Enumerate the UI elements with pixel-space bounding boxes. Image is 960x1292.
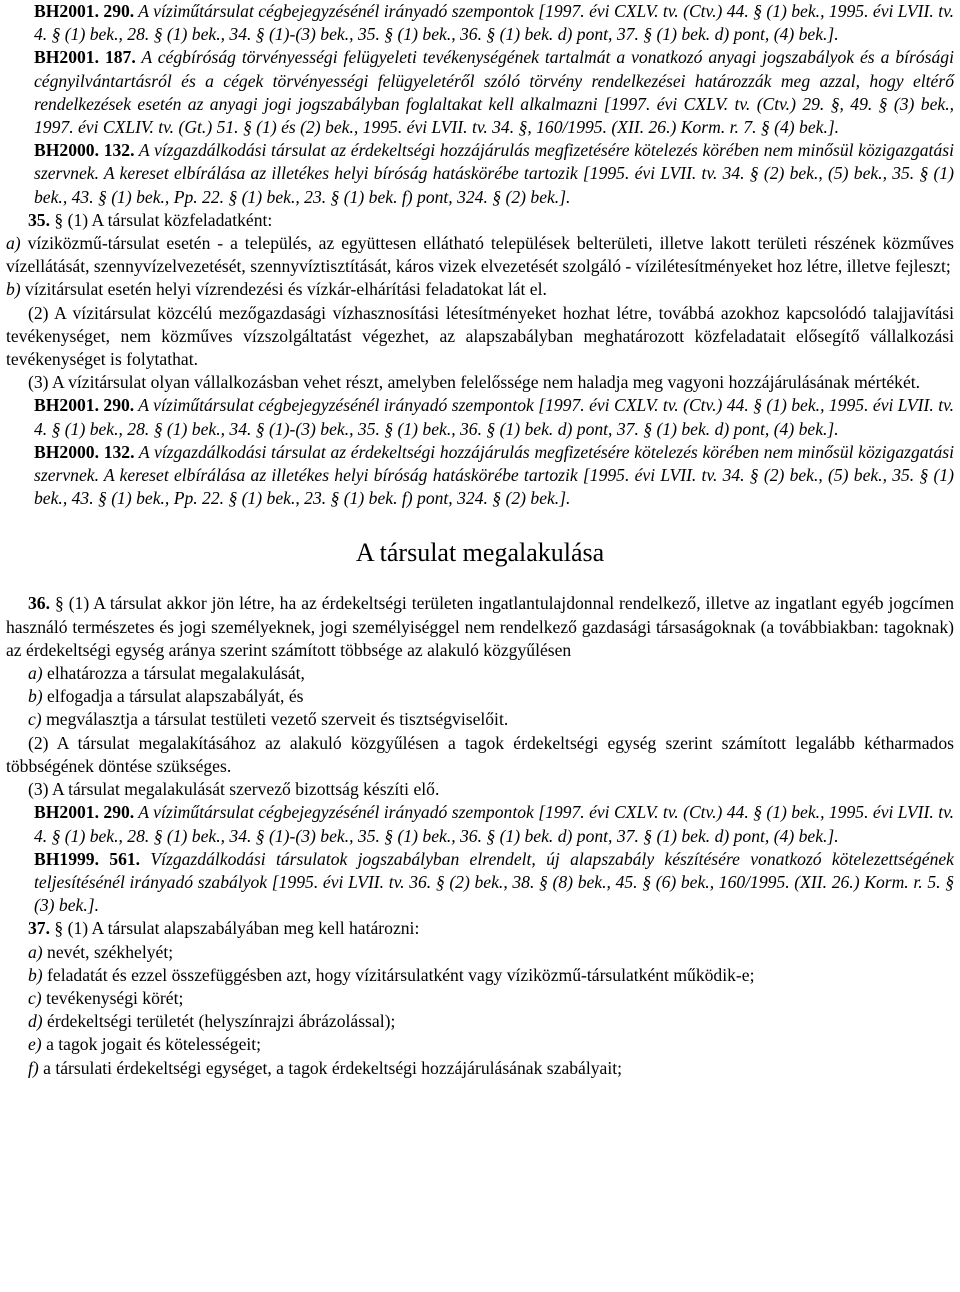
ref-text: A vízgazdálkodási társulat az érdekeltségi hozzájárulás megfizetésére kötelezés körében nem minősül közigazgatási szervnek. A kereset elbírálása az illetékes helyi bíróság hatáskörébe tartozik [1995. évi LVII. tv. 34. § (2) bek., (5) bek., 35. § (1) bek., 43. § (1) bek., Pp. 22. § (1) bek., 23. § (1) bek. f) pont, 324. § (2) bek.]. — [34, 140, 954, 207]
list-item — [6, 987, 954, 1010]
court-ref — [6, 394, 954, 440]
item-text: víziközmű-társulat esetén - a település, az együttesen ellátható települések belterületi, illetve lakott területi részének közműves vízellátását, szennyvízelvezetését, szennyvíztisztítását, káros vizek elvezetését szolgáló - vízilétesítményeket hoz létre, illetve fejleszt; — [6, 233, 954, 277]
item-label: c) — [28, 987, 42, 1008]
paragraph: (2) A vízitársulat közcélú mezőgazdasági vízhasznosítási létesítményeket hozhat létre, továbbá azokhoz kapcsolódó talajjavítási tevékenységet, nem közműves vízszolgáltatást végezhet, az alapszabályban meghatározott közfeladatait elősegítő vállalkozási tevékenységet is folytathat. — [6, 302, 954, 370]
item-text: feladatát és ezzel összefüggésben azt, hogy vízitársulatként vagy víziközmű-társulatként működik-e; — [42, 964, 755, 985]
list-item — [6, 685, 954, 708]
list-item — [6, 1033, 954, 1056]
section-intro-text: § (1) A társulat alapszabályában meg kell határozni: — [50, 918, 420, 939]
ref-text: A víziműtársulat cégbejegyzésénél irányadó szempontok [1997. évi CXLV. tv. (Ctv.) 44. § (1) bek., 1995. évi LVII. tv. 4. § (1) bek., 28. § (1) bek., 34. § (1)-(3) bek., 35. § (1) bek., 36. § (1) bek. d) pont, 37. § (1) bek. d) pont, (4) bek.]. — [34, 802, 954, 846]
ref-code: BH2001. 290. — [34, 395, 135, 416]
ref-text: Vízgazdálkodási társulatok jogszabályban elrendelt, új alapszabály készítésére vonatkozó kötelezettségének teljesítésénél irányadó szabályok [1995. évi LVII. tv. 36. § (2) bek., 38. § (8) bek., 45. § (6) bek., 160/1995. (XII. 26.) Korm. r. 5. § (3) bek.]. — [34, 848, 954, 916]
paragraph: (3) A társulat megalakulását szervező bizottság készíti elő. — [28, 779, 440, 800]
ref-text: A víziműtársulat cégbejegyzésénél irányadó szempontok [1997. évi CXLV. tv. (Ctv.) 44. § (1) bek., 1995. évi LVII. tv. 4. § (1) bek., 28. § (1) bek., 34. § (1)-(3) bek., 35. § (1) bek., 36. § (1) bek. d) pont, 37. § (1) bek. d) pont, (4) bek.]. — [34, 1, 954, 45]
section-number: 37. — [28, 918, 50, 939]
section-36-intro — [6, 592, 954, 662]
list-item — [6, 662, 954, 685]
court-ref — [6, 801, 954, 847]
ref-code: BH2000. 132. — [34, 140, 135, 161]
ref-code: BH1999. 561. — [34, 848, 141, 869]
item-label: b) — [28, 964, 43, 985]
item-text: elfogadja a társulat alapszabályát, és — [42, 686, 304, 707]
item-label: d) — [28, 1011, 43, 1032]
item-label: e) — [28, 1034, 42, 1055]
paragraph: (3) A vízitársulat olyan vállalkozásban vehet részt, amelyben felelőssége nem haladja meg vagyoni hozzájárulásának mértékét. — [28, 372, 921, 393]
court-ref — [6, 848, 954, 918]
section-intro-text: § (1) A társulat akkor jön létre, ha az érdekeltségi területen ingatlantulajdonnal rendelkező, illetve az ingatlant egyéb jogcímen használó természetes és jogi személyeknek, jogi személyiséggel nem rendelkező gazdasági társaságoknak (a továbbiakban: tagoknak) az érdekeltségi egység aránya szerint számított többsége az alakuló közgyűlésen — [6, 593, 954, 660]
court-ref — [6, 46, 954, 139]
item-text: tevékenységi körét; — [41, 987, 184, 1008]
ref-code: BH2001. 187. — [34, 47, 136, 68]
item-text: elhatározza a társulat megalakulását, — [42, 663, 305, 684]
section-35-intro — [6, 209, 954, 232]
list-item — [6, 232, 954, 278]
item-text: a társulati érdekeltségi egységet, a tagok érdekeltségi hozzájárulásának szabályait; — [38, 1057, 623, 1078]
court-ref — [6, 139, 954, 209]
item-label: c) — [28, 709, 42, 730]
list-item — [6, 941, 954, 964]
court-ref — [6, 441, 954, 511]
item-text: nevét, székhelyét; — [42, 941, 174, 962]
item-text: a tagok jogait és kötelességeit; — [41, 1034, 262, 1055]
section-number: 36. — [28, 593, 50, 614]
ref-code: BH2001. 290. — [34, 1, 135, 21]
list-item — [6, 1010, 954, 1033]
list-item — [6, 964, 954, 987]
list-item — [6, 278, 954, 301]
ref-code: BH2001. 290. — [34, 802, 135, 823]
item-label: a) — [28, 663, 43, 684]
item-text: vízitársulat esetén helyi vízrendezési és vízkár-elhárítási feladatokat lát el. — [20, 279, 547, 300]
item-text: megválasztja a társulat testületi vezető szerveit és tisztségviselőit. — [41, 709, 509, 730]
ref-code: BH2000. 132. — [34, 441, 135, 462]
item-label: a) — [6, 233, 21, 254]
court-ref — [6, 0, 954, 46]
section-37-intro — [6, 917, 954, 940]
item-label: f) — [28, 1057, 39, 1078]
section-number: 35. — [28, 209, 50, 230]
item-text: érdekeltségi területét (helyszínrajzi ábrázolással); — [42, 1011, 396, 1032]
section-intro-text: § (1) A társulat közfeladatként: — [50, 209, 273, 230]
ref-text: A cégbíróság törvényességi felügyeleti tevékenységének tartalmát a vonatkozó anyagi jogszabályok és a bírósági cégnyilvántartásról és a cégek törvényességi felügyeletéről szóló törvény rendelkezései határozzák meg azzal, hogy eltérő rendelkezések esetén az anyagi jogi jogszabályban foglaltakat kell alkalmazni [1997. évi CXLV. tv. (Ctv.) 29. §, 49. § (3) bek., 1997. évi CXLIV. tv. (Gt.) 51. § (1) és (2) bek., 1995. évi LVII. tv. 34. §, 160/1995. (XII. 26.) Korm. r. 7. § (4) bek.]. — [34, 47, 954, 138]
list-item — [6, 708, 954, 731]
item-label: b) — [6, 279, 21, 300]
ref-text: A vízgazdálkodási társulat az érdekeltségi hozzájárulás megfizetésére kötelezés körében nem minősül közigazgatási szervnek. A kereset elbírálása az illetékes helyi bíróság hatáskörébe tartozik [1995. évi LVII. tv. 34. § (2) bek., (5) bek., 35. § (1) bek., 43. § (1) bek., Pp. 22. § (1) bek., 23. § (1) bek. f) pont, 324. § (2) bek.]. — [34, 441, 954, 509]
list-item — [6, 1057, 954, 1080]
section-heading: A társulat megalakulása — [355, 538, 605, 568]
ref-text: A víziműtársulat cégbejegyzésénél irányadó szempontok [1997. évi CXLV. tv. (Ctv.) 44. § (1) bek., 1995. évi LVII. tv. 4. § (1) bek., 28. § (1) bek., 34. § (1)-(3) bek., 35. § (1) bek., 36. § (1) bek. d) pont, 37. § (1) bek. d) pont, (4) bek.]. — [34, 395, 954, 439]
paragraph: (2) A társulat megalakításához az alakuló közgyűlésen a tagok érdekeltségi egység szerint számított legalább kétharmados többségének döntése szükséges. — [6, 732, 954, 776]
item-label: b) — [28, 686, 43, 707]
item-label: a) — [28, 941, 43, 962]
